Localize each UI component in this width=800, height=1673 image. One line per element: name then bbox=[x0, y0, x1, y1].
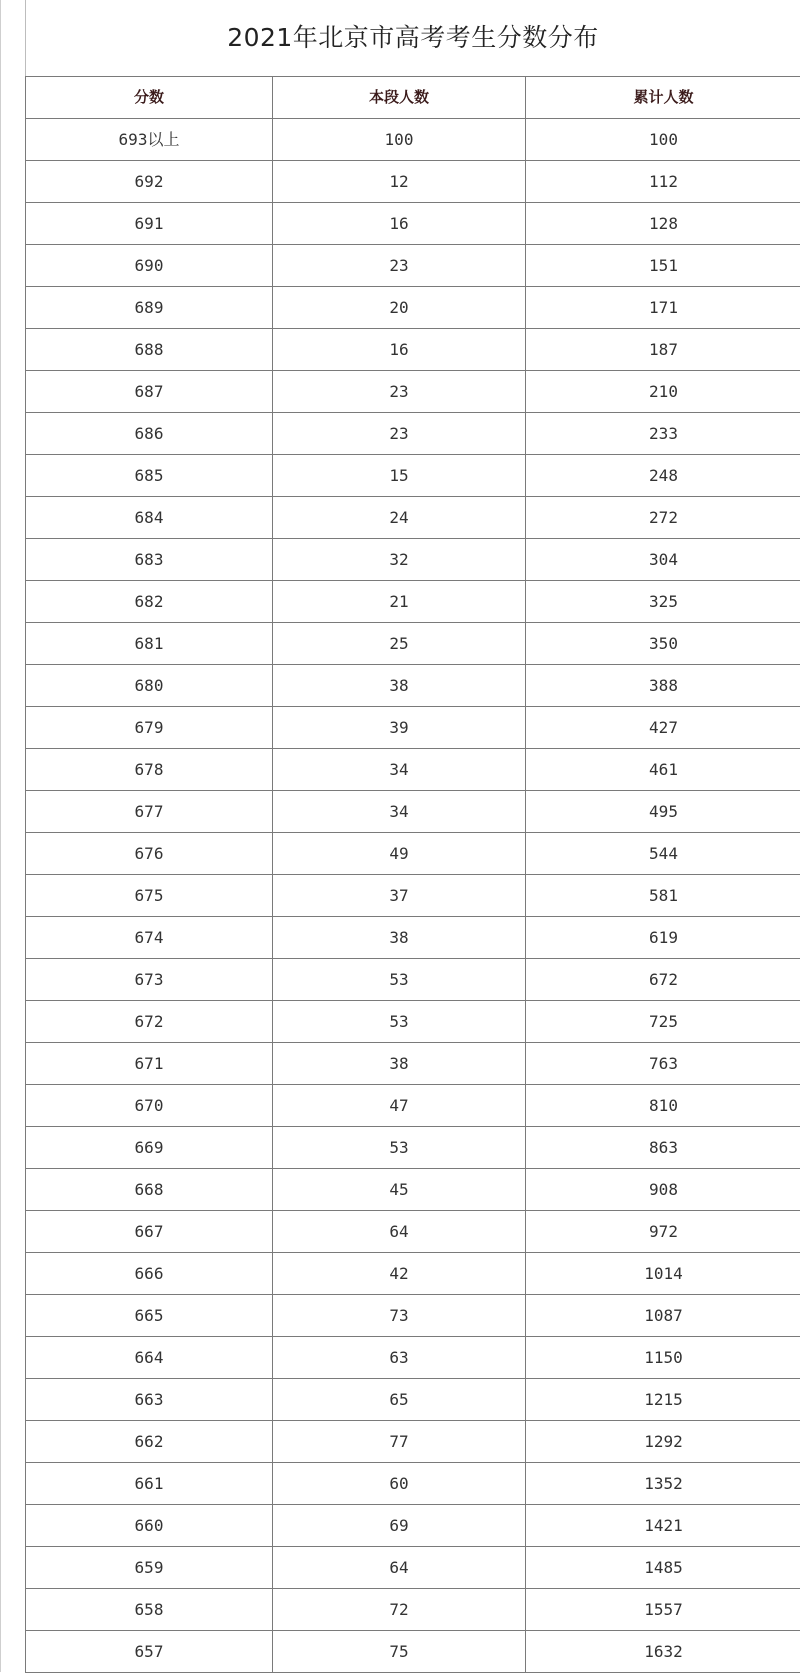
cell-score: 657 bbox=[26, 1631, 273, 1673]
table-row bbox=[26, 581, 800, 623]
cell-score: 671 bbox=[26, 1043, 273, 1085]
table-row bbox=[26, 329, 800, 371]
cell-cumulative-count: 1215 bbox=[526, 1379, 800, 1421]
table-row bbox=[26, 707, 800, 749]
cell-cumulative-count: 1087 bbox=[526, 1295, 800, 1337]
cell-cumulative-count: 272 bbox=[526, 497, 800, 539]
table-row bbox=[26, 1085, 800, 1127]
cell-segment-count: 32 bbox=[273, 539, 526, 581]
cell-score: 661 bbox=[26, 1463, 273, 1505]
cell-score: 659 bbox=[26, 1547, 273, 1589]
cell-segment-count: 21 bbox=[273, 581, 526, 623]
table-row bbox=[26, 791, 800, 833]
cell-segment-count: 77 bbox=[273, 1421, 526, 1463]
cell-segment-count: 53 bbox=[273, 959, 526, 1001]
cell-score: 679 bbox=[26, 707, 273, 749]
cell-segment-count: 39 bbox=[273, 707, 526, 749]
cell-segment-count: 23 bbox=[273, 413, 526, 455]
cell-segment-count: 64 bbox=[273, 1547, 526, 1589]
cell-cumulative-count: 544 bbox=[526, 833, 800, 875]
table-row bbox=[26, 1169, 800, 1211]
cell-cumulative-count: 233 bbox=[526, 413, 800, 455]
cell-score: 692 bbox=[26, 161, 273, 203]
cell-cumulative-count: 151 bbox=[526, 245, 800, 287]
cell-segment-count: 38 bbox=[273, 917, 526, 959]
table-row bbox=[26, 455, 800, 497]
header-cumulative-count: 累计人数 bbox=[526, 77, 800, 119]
cell-segment-count: 49 bbox=[273, 833, 526, 875]
table-row bbox=[26, 413, 800, 455]
cell-cumulative-count: 495 bbox=[526, 791, 800, 833]
table-row bbox=[26, 1337, 800, 1379]
table-row bbox=[26, 497, 800, 539]
cell-cumulative-count: 350 bbox=[526, 623, 800, 665]
table-row bbox=[26, 539, 800, 581]
cell-segment-count: 34 bbox=[273, 791, 526, 833]
cell-segment-count: 34 bbox=[273, 749, 526, 791]
table-row bbox=[26, 1211, 800, 1253]
cell-segment-count: 65 bbox=[273, 1379, 526, 1421]
cell-score: 668 bbox=[26, 1169, 273, 1211]
cell-segment-count: 12 bbox=[273, 161, 526, 203]
cell-cumulative-count: 112 bbox=[526, 161, 800, 203]
cell-cumulative-count: 427 bbox=[526, 707, 800, 749]
table-row bbox=[26, 959, 800, 1001]
table-row bbox=[26, 1379, 800, 1421]
cell-segment-count: 63 bbox=[273, 1337, 526, 1379]
cell-score: 681 bbox=[26, 623, 273, 665]
cell-segment-count: 24 bbox=[273, 497, 526, 539]
cell-segment-count: 23 bbox=[273, 245, 526, 287]
table-row bbox=[26, 875, 800, 917]
cell-score: 658 bbox=[26, 1589, 273, 1631]
cell-score: 675 bbox=[26, 875, 273, 917]
cell-cumulative-count: 1352 bbox=[526, 1463, 800, 1505]
cell-cumulative-count: 581 bbox=[526, 875, 800, 917]
table-row bbox=[26, 371, 800, 413]
cell-segment-count: 42 bbox=[273, 1253, 526, 1295]
cell-score: 669 bbox=[26, 1127, 273, 1169]
cell-score: 677 bbox=[26, 791, 273, 833]
cell-cumulative-count: 1014 bbox=[526, 1253, 800, 1295]
cell-segment-count: 25 bbox=[273, 623, 526, 665]
cell-score: 672 bbox=[26, 1001, 273, 1043]
cell-score: 676 bbox=[26, 833, 273, 875]
title-box bbox=[25, 0, 800, 76]
cell-score: 683 bbox=[26, 539, 273, 581]
cell-segment-count: 53 bbox=[273, 1001, 526, 1043]
cell-score: 660 bbox=[26, 1505, 273, 1547]
cell-cumulative-count: 304 bbox=[526, 539, 800, 581]
cell-cumulative-count: 325 bbox=[526, 581, 800, 623]
cell-cumulative-count: 187 bbox=[526, 329, 800, 371]
cell-cumulative-count: 248 bbox=[526, 455, 800, 497]
table-header-row bbox=[26, 77, 800, 119]
cell-segment-count: 37 bbox=[273, 875, 526, 917]
table-row bbox=[26, 665, 800, 707]
cell-cumulative-count: 100 bbox=[526, 119, 800, 161]
cell-segment-count: 23 bbox=[273, 371, 526, 413]
table-row bbox=[26, 1631, 800, 1673]
table-row bbox=[26, 245, 800, 287]
cell-cumulative-count: 128 bbox=[526, 203, 800, 245]
cell-segment-count: 38 bbox=[273, 1043, 526, 1085]
cell-segment-count: 15 bbox=[273, 455, 526, 497]
table-row bbox=[26, 1463, 800, 1505]
cell-score: 662 bbox=[26, 1421, 273, 1463]
cell-score: 670 bbox=[26, 1085, 273, 1127]
cell-score: 667 bbox=[26, 1211, 273, 1253]
cell-cumulative-count: 908 bbox=[526, 1169, 800, 1211]
table-row bbox=[26, 119, 800, 161]
table-row bbox=[26, 287, 800, 329]
cell-score: 673 bbox=[26, 959, 273, 1001]
cell-cumulative-count: 1557 bbox=[526, 1589, 800, 1631]
cell-score: 682 bbox=[26, 581, 273, 623]
cell-score: 687 bbox=[26, 371, 273, 413]
table-row bbox=[26, 161, 800, 203]
cell-segment-count: 69 bbox=[273, 1505, 526, 1547]
cell-cumulative-count: 171 bbox=[526, 287, 800, 329]
header-score: 分数 bbox=[26, 77, 273, 119]
table-body bbox=[26, 119, 800, 1673]
table-row bbox=[26, 1589, 800, 1631]
cell-cumulative-count: 619 bbox=[526, 917, 800, 959]
cell-segment-count: 75 bbox=[273, 1631, 526, 1673]
cell-score: 686 bbox=[26, 413, 273, 455]
cell-score: 684 bbox=[26, 497, 273, 539]
cell-segment-count: 20 bbox=[273, 287, 526, 329]
cell-cumulative-count: 972 bbox=[526, 1211, 800, 1253]
score-distribution-table bbox=[25, 76, 800, 1673]
table-row bbox=[26, 203, 800, 245]
cell-score: 680 bbox=[26, 665, 273, 707]
table-row bbox=[26, 623, 800, 665]
cell-score: 664 bbox=[26, 1337, 273, 1379]
cell-score: 666 bbox=[26, 1253, 273, 1295]
table-row bbox=[26, 1547, 800, 1589]
cell-segment-count: 16 bbox=[273, 329, 526, 371]
cell-segment-count: 45 bbox=[273, 1169, 526, 1211]
cell-cumulative-count: 1150 bbox=[526, 1337, 800, 1379]
cell-cumulative-count: 725 bbox=[526, 1001, 800, 1043]
cell-score: 693以上 bbox=[26, 119, 273, 161]
cell-cumulative-count: 210 bbox=[526, 371, 800, 413]
cell-cumulative-count: 810 bbox=[526, 1085, 800, 1127]
cell-cumulative-count: 1292 bbox=[526, 1421, 800, 1463]
cell-cumulative-count: 672 bbox=[526, 959, 800, 1001]
page-title: 2021年北京市高考考生分数分布 bbox=[227, 18, 599, 54]
cell-cumulative-count: 1632 bbox=[526, 1631, 800, 1673]
cell-cumulative-count: 1485 bbox=[526, 1547, 800, 1589]
table-row bbox=[26, 1505, 800, 1547]
table-row bbox=[26, 1043, 800, 1085]
cell-segment-count: 73 bbox=[273, 1295, 526, 1337]
cell-segment-count: 47 bbox=[273, 1085, 526, 1127]
cell-cumulative-count: 763 bbox=[526, 1043, 800, 1085]
cell-segment-count: 38 bbox=[273, 665, 526, 707]
cell-cumulative-count: 388 bbox=[526, 665, 800, 707]
cell-score: 690 bbox=[26, 245, 273, 287]
cell-score: 691 bbox=[26, 203, 273, 245]
cell-segment-count: 16 bbox=[273, 203, 526, 245]
cell-cumulative-count: 863 bbox=[526, 1127, 800, 1169]
cell-score: 685 bbox=[26, 455, 273, 497]
cell-segment-count: 60 bbox=[273, 1463, 526, 1505]
cell-segment-count: 53 bbox=[273, 1127, 526, 1169]
cell-score: 678 bbox=[26, 749, 273, 791]
cell-score: 665 bbox=[26, 1295, 273, 1337]
table-row bbox=[26, 1295, 800, 1337]
cell-score: 663 bbox=[26, 1379, 273, 1421]
cell-score: 688 bbox=[26, 329, 273, 371]
table-row bbox=[26, 1001, 800, 1043]
cell-cumulative-count: 461 bbox=[526, 749, 800, 791]
cell-score: 674 bbox=[26, 917, 273, 959]
table-row bbox=[26, 833, 800, 875]
table-row bbox=[26, 1421, 800, 1463]
cell-cumulative-count: 1421 bbox=[526, 1505, 800, 1547]
cell-segment-count: 64 bbox=[273, 1211, 526, 1253]
header-segment-count: 本段人数 bbox=[273, 77, 526, 119]
table-row bbox=[26, 1253, 800, 1295]
table-row bbox=[26, 749, 800, 791]
table-row bbox=[26, 1127, 800, 1169]
cell-segment-count: 72 bbox=[273, 1589, 526, 1631]
cell-segment-count: 100 bbox=[273, 119, 526, 161]
table-row bbox=[26, 917, 800, 959]
cell-score: 689 bbox=[26, 287, 273, 329]
